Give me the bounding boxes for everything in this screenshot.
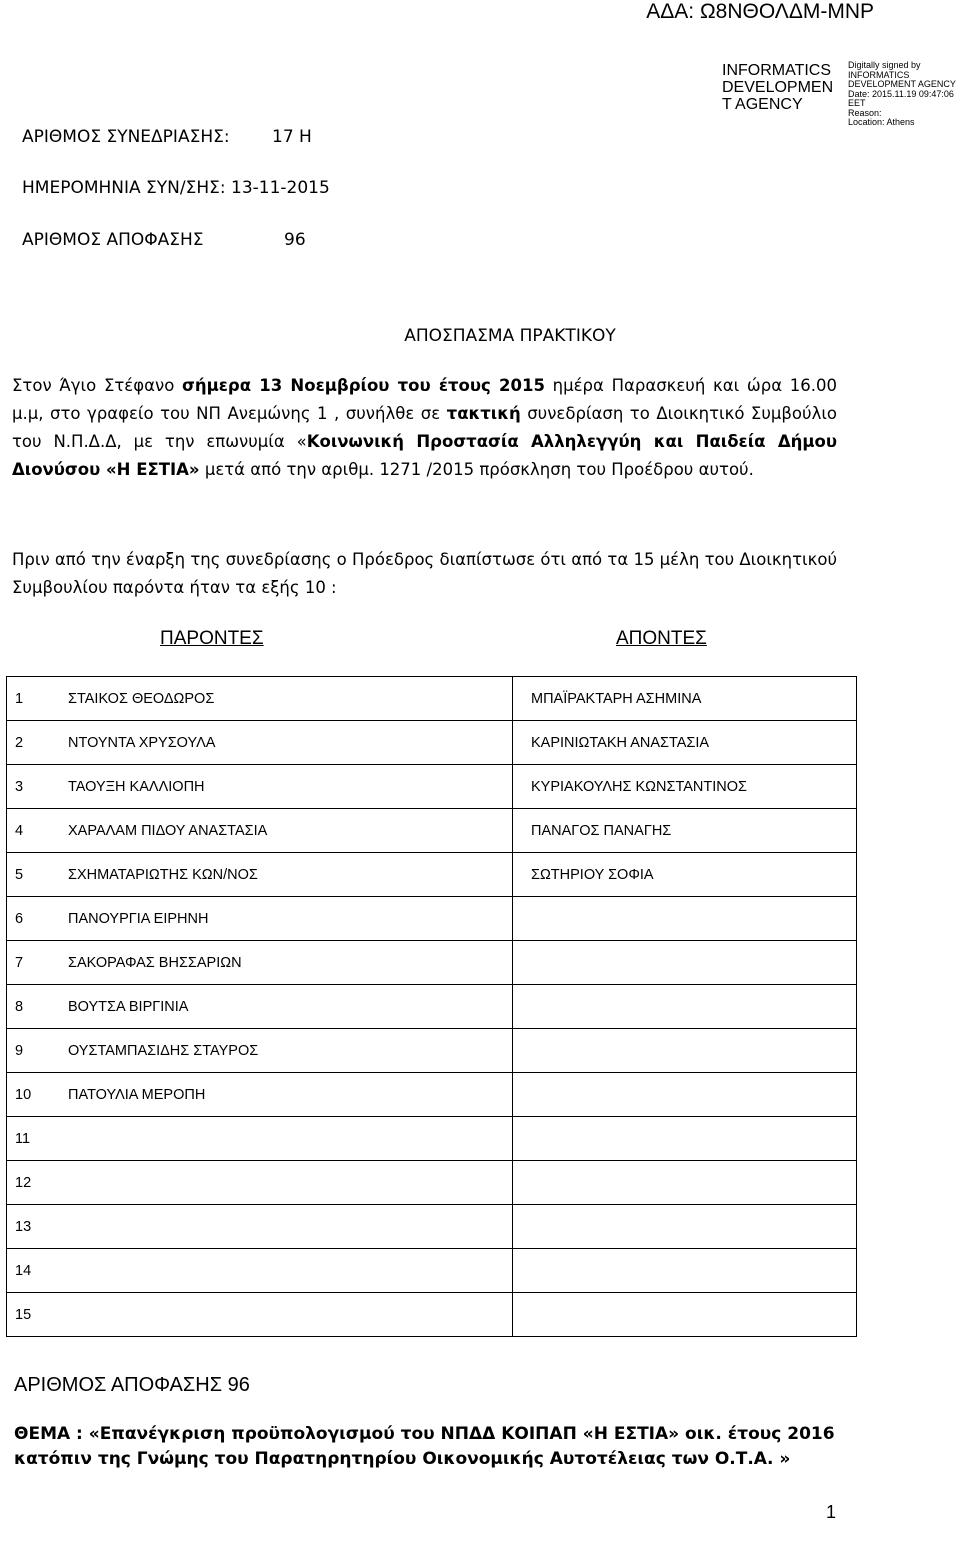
row-number: 7 bbox=[7, 941, 57, 985]
present-member bbox=[56, 1249, 513, 1293]
present-member bbox=[56, 1205, 513, 1249]
row-number: 12 bbox=[7, 1161, 57, 1205]
row-number: 10 bbox=[7, 1073, 57, 1117]
signature-detail-line: DEVELOPMENT AGENCY bbox=[848, 79, 956, 89]
table-row bbox=[7, 1205, 857, 1249]
present-member: ΠΑΝΟΥΡΓΙΑ ΕΙΡΗΝΗ bbox=[56, 897, 513, 941]
absent-member bbox=[513, 1205, 857, 1249]
absent-member: ΚΥΡΙΑΚΟΥΛΗΣ ΚΩΝΣΤΑΝΤΙΝΟΣ bbox=[513, 765, 857, 809]
page-number: 1 bbox=[825, 1502, 836, 1522]
session-number-line bbox=[22, 127, 312, 147]
table-row bbox=[7, 677, 857, 721]
intro-paragraph: Στον Άγιο Στέφανο σήμερα 13 Νοεμβρίου του έτους 2015 ημέρα Παρασκευή και ώρα 16.00 μ.μ, στο γραφείο του ΝΠ Ανεμώνης 1 , συνήλθε σε τακτική συνεδρίαση το Διοικητικό Συμβούλιο του Ν.Π.Δ.Δ, με την επωνυμία «Κοινωνική Προστασία Αλληλεγγύη και Παιδεία Δήμου Διονύσου «Η ΕΣΤΙΑ» μετά από την αριθμ. 1271 /2015 πρόσκληση του Προέδρου αυτού. bbox=[12, 376, 838, 479]
date-label: ΗΜΕΡΟΜΗΝΙΑ ΣΥΝ/ΣΗΣ: bbox=[22, 178, 226, 198]
row-number: 15 bbox=[7, 1293, 57, 1337]
table-row bbox=[7, 1249, 857, 1293]
date-value: 13-11-2015 bbox=[231, 178, 330, 198]
attendance-table bbox=[6, 676, 857, 1337]
present-member bbox=[56, 1293, 513, 1337]
present-member: ΣΤΑΙΚΟΣ ΘΕΟΔΩΡΟΣ bbox=[56, 677, 513, 721]
table-row bbox=[7, 985, 857, 1029]
absent-header: ΑΠΟΝΤΕΣ bbox=[616, 628, 707, 649]
present-member: ΣΑΚΟΡΑΦΑΣ ΒΗΣΣΑΡΙΩΝ bbox=[56, 941, 513, 985]
row-number: 14 bbox=[7, 1249, 57, 1293]
present-member: ΝΤΟΥΝΤΑ ΧΡΥΣΟΥΛΑ bbox=[56, 721, 513, 765]
absent-member: ΠΑΝΑΓΟΣ ΠΑΝΑΓΗΣ bbox=[513, 809, 857, 853]
decision-subject: ΘΕΜΑ : «Επανέγκριση προϋπολογισμού του ΝΠΔΔ ΚΟΙΠΑΠ «Η ΕΣΤΙΑ» οικ. έτους 2016 κατόπιν της Γνώμης του Παρατηρητηρίου Οικονομικής Αυτοτέλειας των Ο.Τ.Α. » bbox=[14, 1424, 835, 1469]
absent-member: ΜΠΑΪΡΑΚΤΑΡΗ ΑΣΗΜΙΝΑ bbox=[513, 677, 857, 721]
signature-name: INFORMATICS DEVELOPMEN T AGENCY bbox=[722, 62, 834, 113]
signature-detail-line: INFORMATICS bbox=[848, 69, 910, 80]
session-date-line bbox=[22, 178, 330, 198]
table-row bbox=[7, 1029, 857, 1073]
absent-member bbox=[513, 1293, 857, 1337]
ada-code: ΑΔΑ: Ω8ΝΘΟΛΔΜ-ΜΝΡ bbox=[646, 0, 874, 23]
present-member bbox=[56, 1117, 513, 1161]
row-number: 11 bbox=[7, 1117, 57, 1161]
present-member: ΟΥΣΤΑΜΠΑΣΙΔΗΣ ΣΤΑΥΡΟΣ bbox=[56, 1029, 513, 1073]
row-number: 6 bbox=[7, 897, 57, 941]
table-row bbox=[7, 1161, 857, 1205]
row-number: 9 bbox=[7, 1029, 57, 1073]
signature-details bbox=[848, 61, 956, 128]
present-member: ΠΑΤΟΥΛΙΑ ΜΕΡΟΠΗ bbox=[56, 1073, 513, 1117]
table-row bbox=[7, 721, 857, 765]
session-label: ΑΡΙΘΜΟΣ ΣΥΝΕΔΡΙΑΣΗΣ: bbox=[22, 127, 230, 147]
row-number: 4 bbox=[7, 809, 57, 853]
absent-member bbox=[513, 1161, 857, 1205]
decision-heading: ΑΡΙΘΜΟΣ ΑΠΟΦΑΣΗΣ 96 bbox=[14, 1374, 250, 1396]
absent-member bbox=[513, 1117, 857, 1161]
present-member: ΒΟΥΤΣΑ ΒΙΡΓΙΝΙΑ bbox=[56, 985, 513, 1029]
table-row bbox=[7, 1293, 857, 1337]
absent-member bbox=[513, 1249, 857, 1293]
present-member: ΤΑΟΥΞΗ ΚΑΛΛΙΟΠΗ bbox=[56, 765, 513, 809]
table-row bbox=[7, 765, 857, 809]
row-number: 3 bbox=[7, 765, 57, 809]
absent-member bbox=[513, 985, 857, 1029]
row-number: 13 bbox=[7, 1205, 57, 1249]
table-row bbox=[7, 853, 857, 897]
absent-member bbox=[513, 941, 857, 985]
table-row bbox=[7, 1073, 857, 1117]
session-value: 17 Η bbox=[272, 127, 312, 147]
row-number: 2 bbox=[7, 721, 57, 765]
signature-detail-line: Digitally signed by bbox=[848, 60, 921, 70]
table-row bbox=[7, 809, 857, 853]
present-member: ΣΧΗΜΑΤΑΡΙΩΤΗΣ ΚΩΝ/ΝΟΣ bbox=[56, 853, 513, 897]
row-number: 1 bbox=[7, 677, 57, 721]
present-member bbox=[56, 1161, 513, 1205]
absent-member bbox=[513, 1029, 857, 1073]
absent-member bbox=[513, 897, 857, 941]
signature-detail-line: Date: 2015.11.19 09:47:06 bbox=[848, 88, 954, 99]
present-header: ΠΑΡΟΝΤΕΣ bbox=[160, 628, 264, 649]
decision-value: 96 bbox=[284, 230, 306, 250]
decision-label: ΑΡΙΘΜΟΣ ΑΠΟΦΑΣΗΣ bbox=[22, 230, 204, 250]
decision-number-line bbox=[22, 230, 306, 250]
absent-member: ΣΩΤΗΡΙΟΥ ΣΟΦΙΑ bbox=[513, 853, 857, 897]
absent-member: ΚΑΡΙΝΙΩΤΑΚΗ ΑΝΑΣΤΑΣΙΑ bbox=[513, 721, 857, 765]
signature-detail-line: Location: Athens bbox=[848, 117, 915, 127]
table-row bbox=[7, 941, 857, 985]
table-row bbox=[7, 1117, 857, 1161]
signature-detail-line: EET bbox=[848, 98, 866, 108]
signature-detail-line: Reason: bbox=[848, 107, 882, 118]
quorum-paragraph: Πριν από την έναρξη της συνεδρίασης ο Πρόεδρος διαπίστωσε ότι από τα 15 μέλη του Διοικητικού Συμβουλίου παρόντα ήταν τα εξής 10 : bbox=[12, 550, 837, 597]
table-row bbox=[7, 897, 857, 941]
absent-member bbox=[513, 1073, 857, 1117]
row-number: 8 bbox=[7, 985, 57, 1029]
present-member: ΧΑΡΑΛΑΜ ΠΙΔΟΥ ΑΝΑΣΤΑΣΙΑ bbox=[56, 809, 513, 853]
page-title: ΑΠΟΣΠΑΣΜΑ ΠΡΑΚΤΙΚΟΥ bbox=[404, 326, 616, 346]
row-number: 5 bbox=[7, 853, 57, 897]
